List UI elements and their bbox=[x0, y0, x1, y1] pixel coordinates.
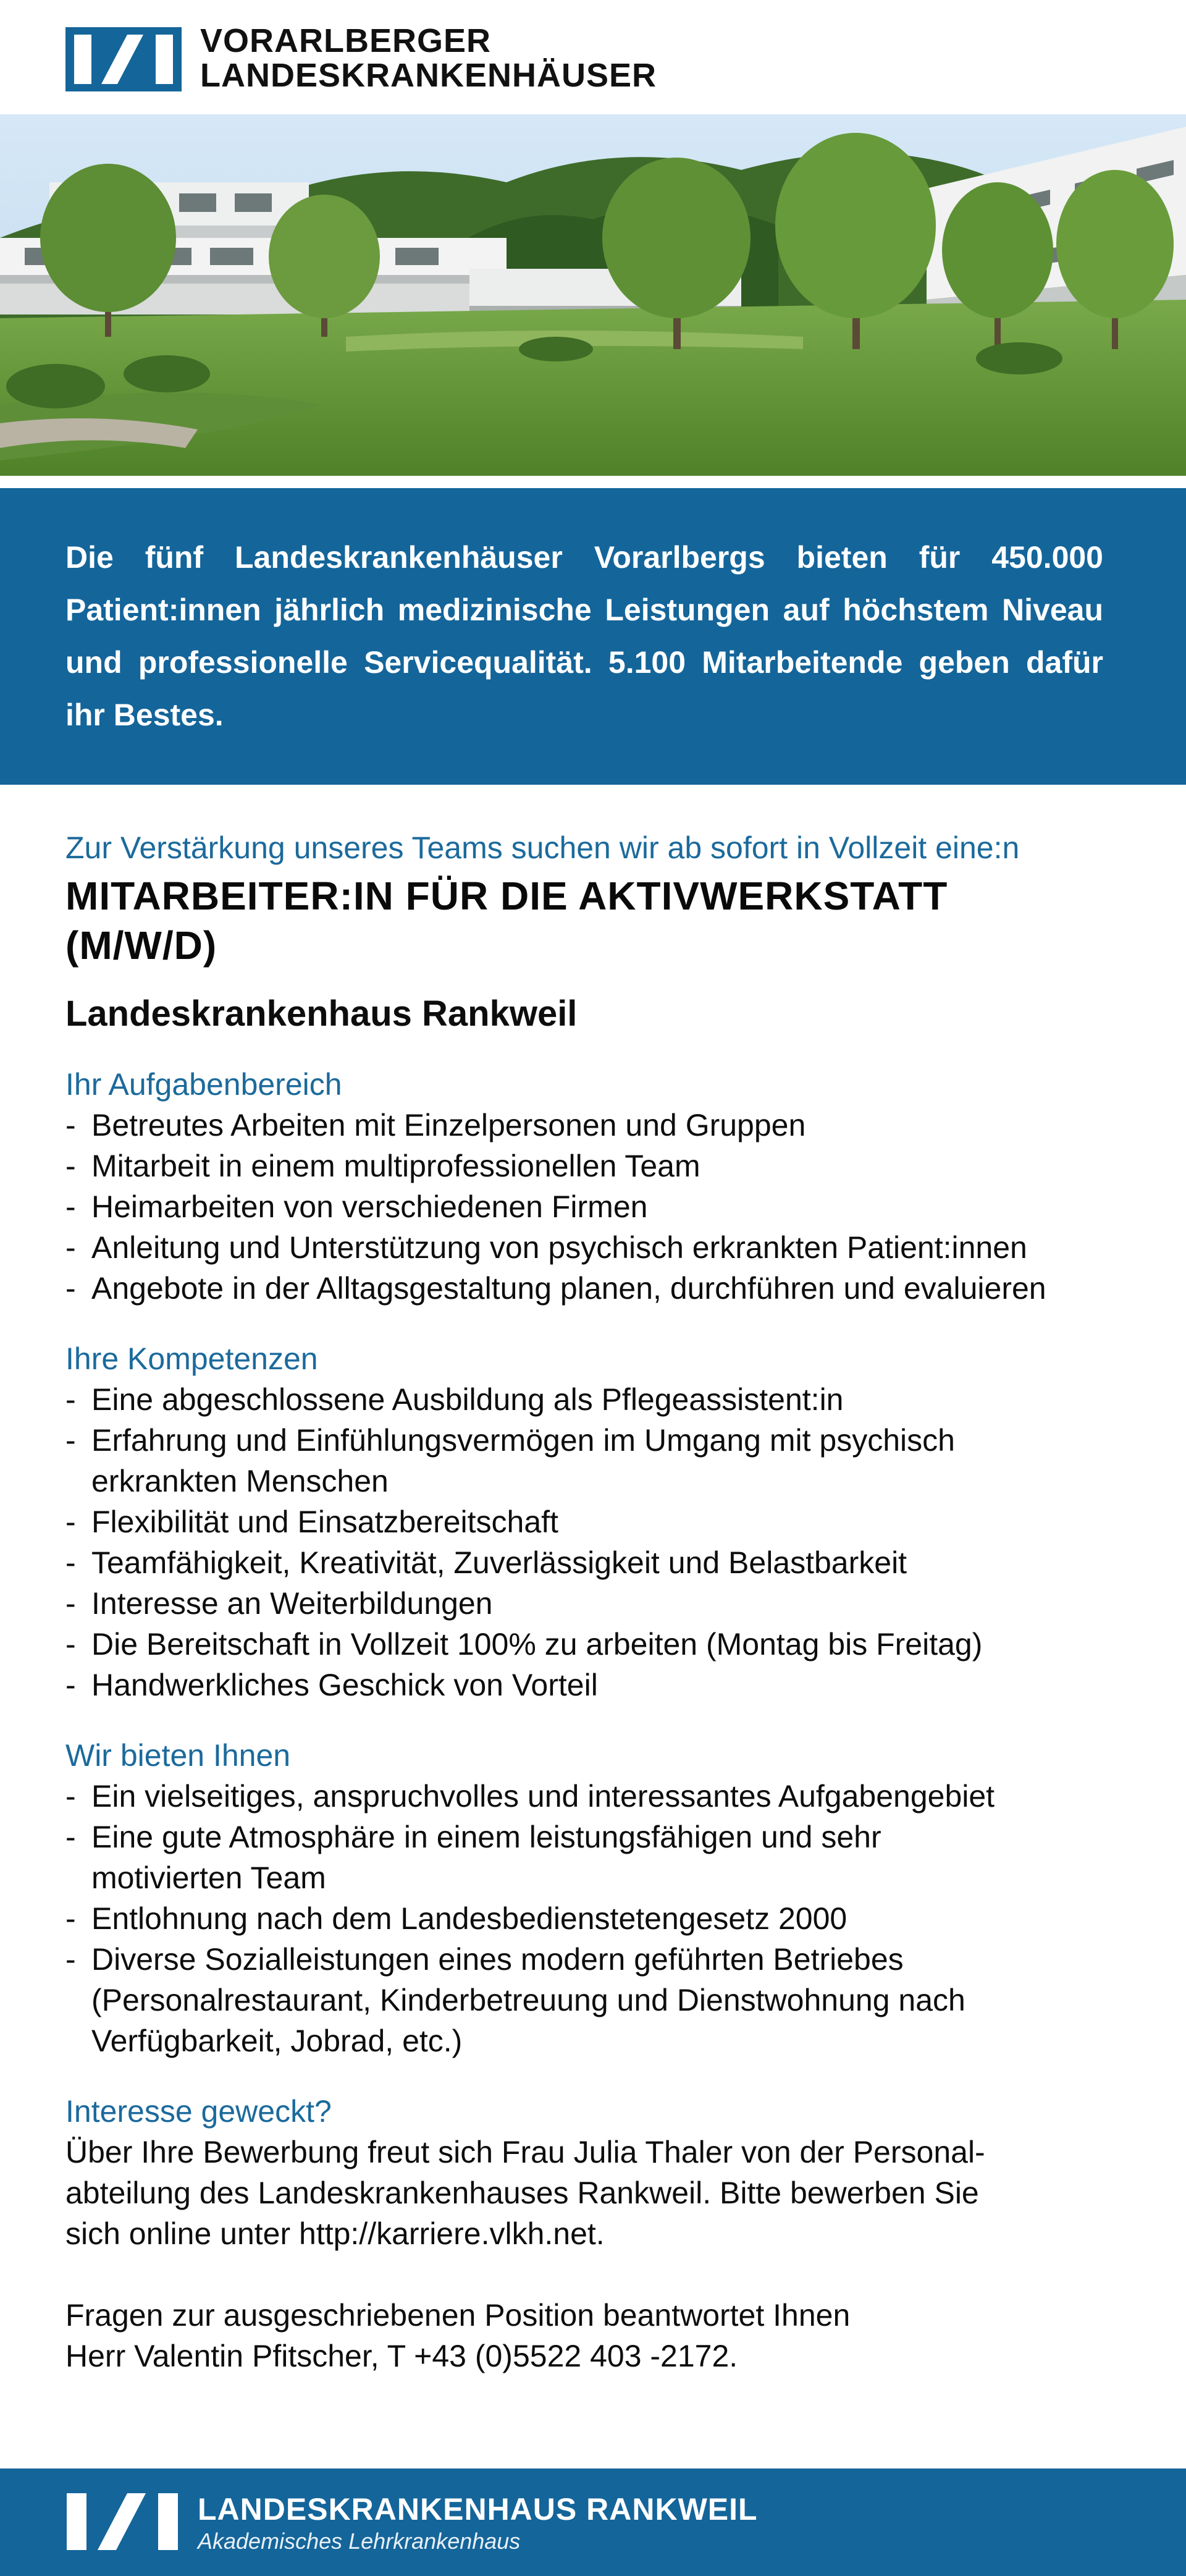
list-item: - Eine gute Atmosphäre in einem leistungsfähigen und sehr motivierten Team bbox=[65, 1820, 881, 1895]
skills-heading: Ihre Kompetenzen bbox=[65, 1341, 318, 1376]
footer-title: LANDESKRANKENHAUS RANKWEIL bbox=[198, 2492, 758, 2527]
footer bbox=[0, 2468, 1186, 2576]
tasks-section bbox=[65, 1064, 1128, 1309]
list-item: - Diverse Sozialleistungen eines modern geführten Betriebes (Personalrestaurant, Kinderbetreuung und Dienstwohnung nach Verfügbarkeit, Jobrad, etc.) bbox=[65, 1942, 965, 2058]
list-item: - Eine abgeschlossene Ausbildung als Pflegeassistent:in bbox=[65, 1382, 844, 1417]
job-title-line1: MITARBEITER:IN FÜR DIE AKTIVWERKSTATT bbox=[65, 874, 948, 918]
footer-subtitle: Akademisches Lehrkrankenhaus bbox=[198, 2528, 521, 2554]
brand-name bbox=[200, 23, 657, 93]
brand-line1: VORARLBERGER bbox=[200, 22, 492, 59]
list-item-text: Die Bereitschaft in Vollzeit 100% zu arbeiten (Montag bis Freitag) bbox=[91, 1627, 983, 1662]
list-item-text: Eine gute Atmosphäre in einem leistungsfähigen und sehr motivierten Team bbox=[91, 1820, 881, 1895]
list-item-text: Heimarbeiten von verschiedenen Firmen bbox=[91, 1189, 648, 1224]
list-item: - Interesse an Weiterbildungen bbox=[65, 1586, 493, 1621]
list-item-text: Entlohnung nach dem Landesbedienstetengesetz 2000 bbox=[91, 1901, 847, 1936]
apply-section bbox=[65, 2091, 1128, 2376]
job-title bbox=[65, 871, 1128, 970]
list-item-text: Anleitung und Unterstützung von psychisch erkrankten Patient:innen bbox=[91, 1230, 1027, 1265]
list-item-text: Erfahrung und Einfühlungsvermögen im Umgang mit psychisch erkrankten Menschen bbox=[91, 1423, 955, 1498]
offer-heading: Wir bieten Ihnen bbox=[65, 1738, 291, 1773]
apply-line2: abteilung des Landeskrankenhauses Rankweil. Bitte bewerben Sie bbox=[65, 2176, 979, 2210]
career-link[interactable]: http://karriere.vlkh.net bbox=[299, 2216, 596, 2251]
tasks-list bbox=[65, 1105, 1128, 1309]
list-item-text: Teamfähigkeit, Kreativität, Zuverlässigkeit und Belastbarkeit bbox=[91, 1545, 907, 1580]
list-item: - Betreutes Arbeiten mit Einzelpersonen und Gruppen bbox=[65, 1108, 806, 1142]
apply-heading: Interesse geweckt? bbox=[65, 2094, 332, 2129]
brand-line2: LANDESKRANKENHÄUSER bbox=[200, 57, 657, 94]
list-item: - Teamfähigkeit, Kreativität, Zuverlässigkeit und Belastbarkeit bbox=[65, 1545, 907, 1580]
list-item: - Mitarbeit in einem multiprofessionellen Team bbox=[65, 1149, 700, 1183]
skills-section bbox=[65, 1338, 1128, 1705]
job-location: Landeskrankenhaus Rankweil bbox=[65, 994, 578, 1034]
skills-list bbox=[65, 1379, 1128, 1705]
list-item-text: Betreutes Arbeiten mit Einzelpersonen und Gruppen bbox=[91, 1108, 806, 1142]
contact-line2: Herr Valentin Pfitscher, T +43 (0)5522 403 -2172. bbox=[65, 2339, 738, 2373]
list-item: - Handwerkliches Geschick von Vorteil bbox=[65, 1668, 598, 1702]
contact-text bbox=[65, 2295, 1128, 2376]
list-item: - Erfahrung und Einfühlungsvermögen im Umgang mit psychisch erkrankten Menschen bbox=[65, 1423, 955, 1498]
apply-line3-suffix: . bbox=[595, 2216, 605, 2251]
list-item-text: Flexibilität und Einsatzbereitschaft bbox=[91, 1505, 558, 1539]
intro-band bbox=[0, 488, 1186, 785]
list-item-text: Eine abgeschlossene Ausbildung als Pflegeassistent:in bbox=[91, 1382, 844, 1417]
offer-section bbox=[65, 1735, 1128, 2061]
list-item-text: Diverse Sozialleistungen eines modern geführten Betriebes (Personalrestaurant, Kinderbetreuung und Dienstwohnung nach Verfügbarkeit, Jobrad, etc.) bbox=[91, 1942, 965, 2058]
job-title-line2: (M/W/D) bbox=[65, 923, 217, 968]
vlkh-logo-icon bbox=[65, 27, 182, 91]
header bbox=[0, 0, 1186, 114]
offer-list bbox=[65, 1776, 1128, 2061]
list-item: - Flexibilität und Einsatzbereitschaft bbox=[65, 1505, 558, 1539]
list-item: - Ein vielseitiges, anspruchvolles und interessantes Aufgabengebiet bbox=[65, 1779, 995, 1814]
list-item-text: Ein vielseitiges, anspruchvolles und interessantes Aufgabengebiet bbox=[91, 1779, 995, 1814]
list-item-text: Interesse an Weiterbildungen bbox=[91, 1586, 493, 1621]
lkh-logo-icon bbox=[62, 2487, 183, 2556]
job-posting bbox=[65, 828, 1128, 2376]
apply-line1: Über Ihre Bewerbung freut sich Frau Julia Thaler von der Personal- bbox=[65, 2135, 985, 2169]
tasks-heading: Ihr Aufgabenbereich bbox=[65, 1067, 342, 1102]
contact-line1: Fragen zur ausgeschriebenen Position beantwortet Ihnen bbox=[65, 2298, 851, 2333]
list-item: - Angebote in der Alltagsgestaltung planen, durchführen und evaluieren bbox=[65, 1271, 1046, 1306]
apply-line3-prefix: sich online unter bbox=[65, 2216, 300, 2251]
intro-text: Die fünf Landeskrankenhäuser Vorarlbergs bieten für 450.000 Patient:innen jährlich medizinische Leistungen auf höchstem Niveau und professionelle Servicequalität. 5.100 Mitarbeitende geben dafür ihr Bestes. bbox=[65, 540, 1103, 732]
posting-kicker: Zur Verstärkung unseres Teams suchen wir ab sofort in Vollzeit eine:n bbox=[65, 830, 1020, 865]
hospital-courtyard-image bbox=[0, 114, 1186, 476]
list-item: - Anleitung und Unterstützung von psychisch erkrankten Patient:innen bbox=[65, 1230, 1027, 1265]
list-item-text: Mitarbeit in einem multiprofessionellen Team bbox=[91, 1149, 700, 1183]
list-item: - Entlohnung nach dem Landesbedienstetengesetz 2000 bbox=[65, 1901, 847, 1936]
hospital-photo bbox=[0, 114, 1186, 476]
apply-text bbox=[65, 2132, 1128, 2254]
list-item: - Die Bereitschaft in Vollzeit 100% zu arbeiten (Montag bis Freitag) bbox=[65, 1627, 983, 1662]
list-item: - Heimarbeiten von verschiedenen Firmen bbox=[65, 1189, 648, 1224]
list-item-text: Angebote in der Alltagsgestaltung planen, durchführen und evaluieren bbox=[91, 1271, 1046, 1306]
list-item-text: Handwerkliches Geschick von Vorteil bbox=[91, 1668, 598, 1702]
